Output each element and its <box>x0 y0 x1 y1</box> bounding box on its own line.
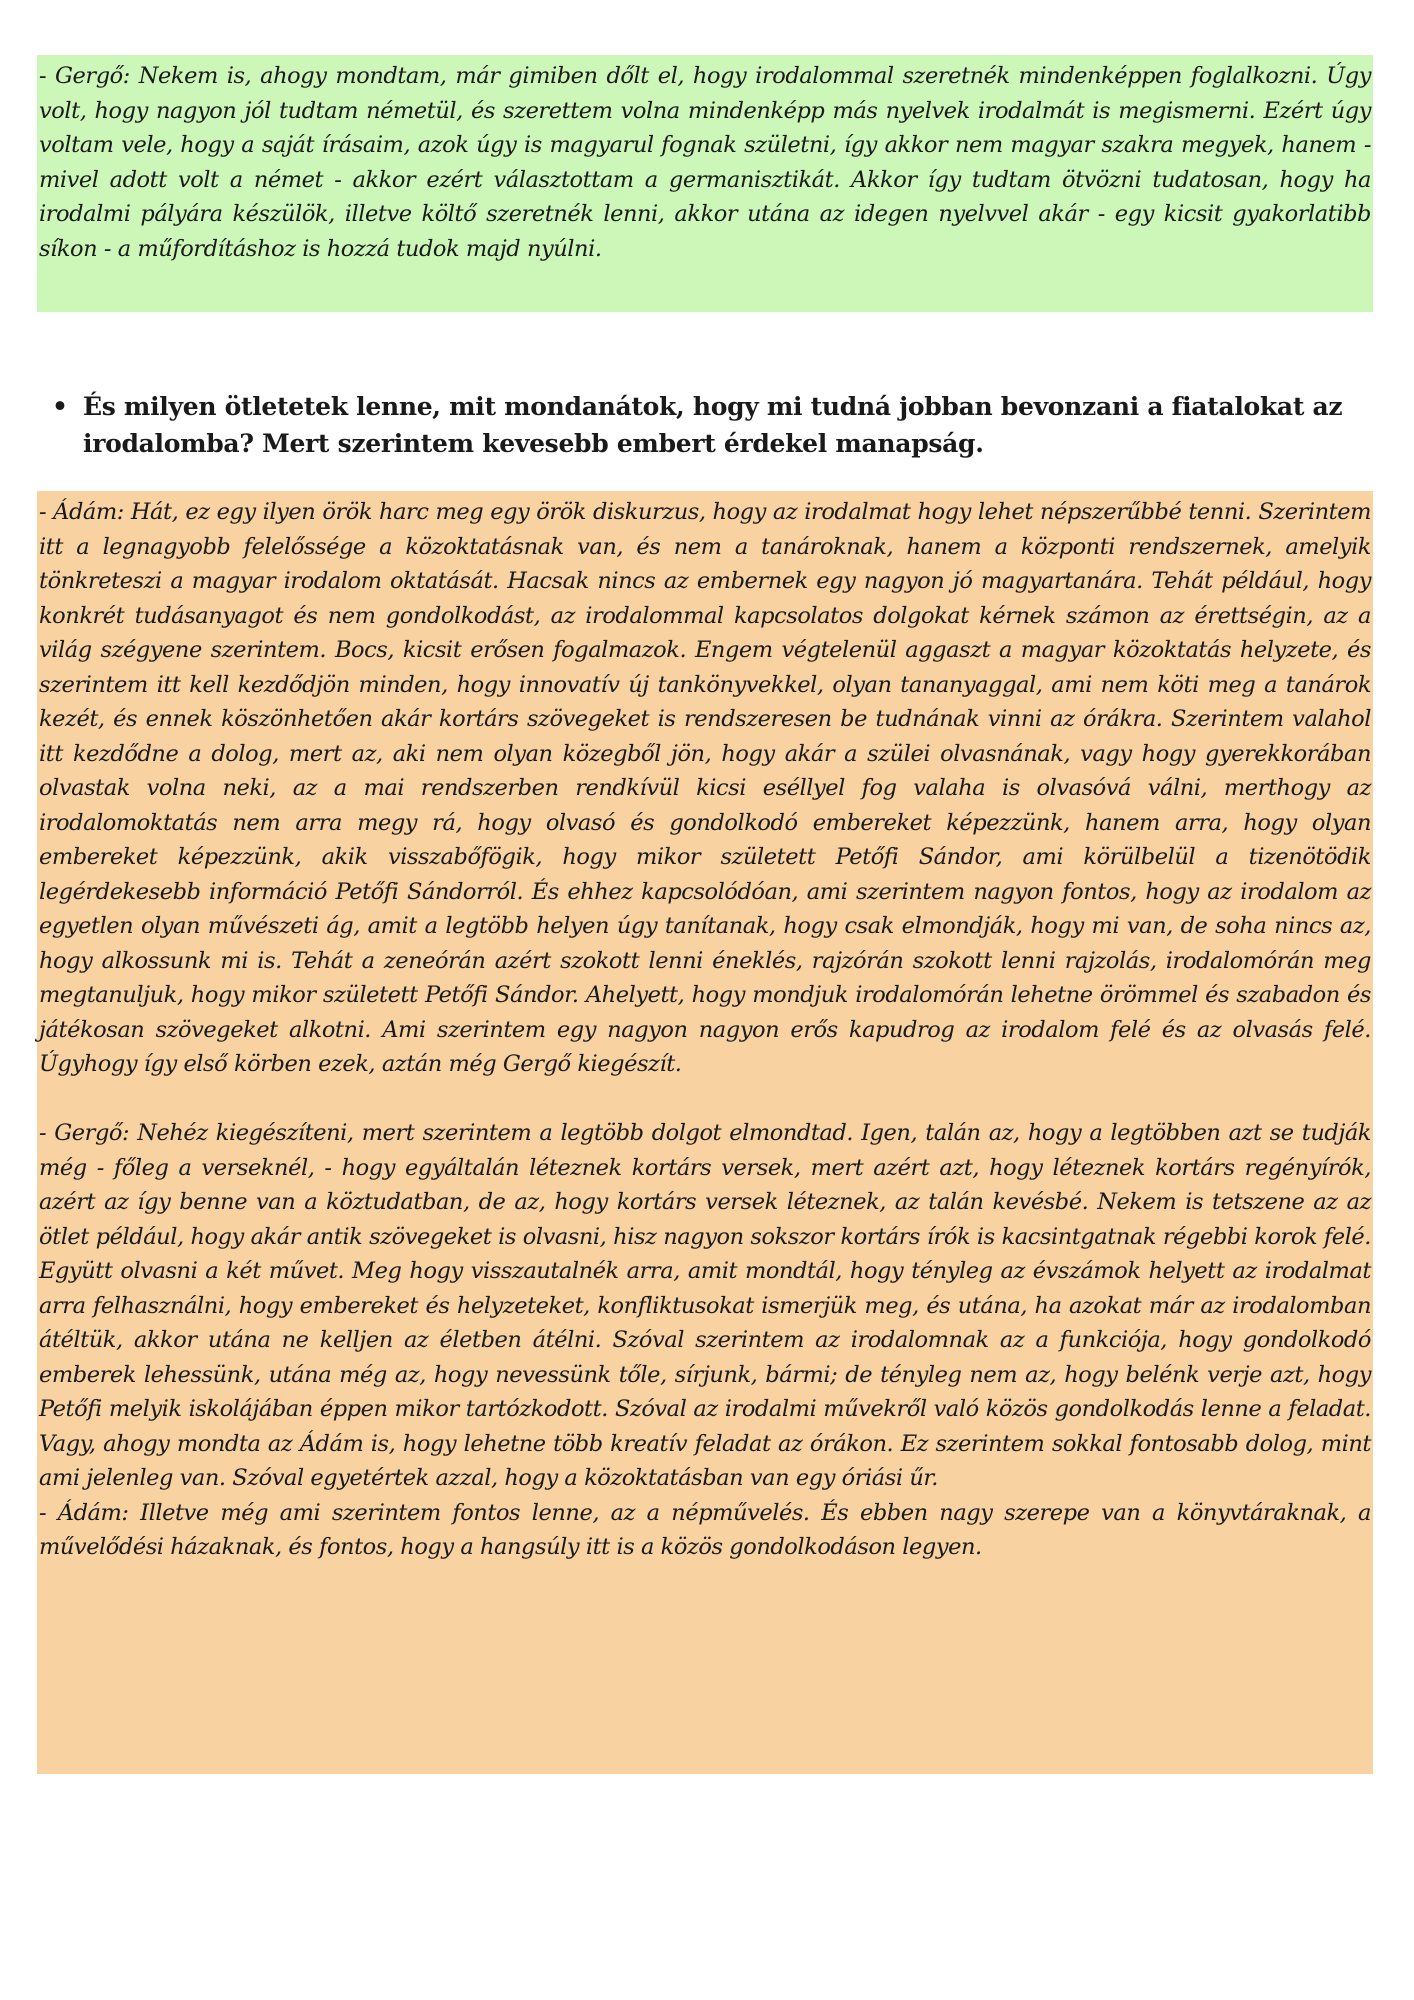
bullet-icon: • <box>52 392 68 421</box>
question-text: És milyen ötletetek lenne, mit mondanátok, hogy mi tudná jobban bevonzani a fiatalokat az irodalomba? Mert szerintem kevesebb embert érdekel manapság. <box>83 392 1343 458</box>
answer-paragraph-gergo: - Gergő: Nehéz kiegészíteni, mert szerintem a legtöbb dolgot elmondtad. Igen, talán az, hogy a legtöbben azt se tudják még - főleg a verseknél, - hogy egyáltalán léteznek kortárs versek, mert azért azt, hogy léteznek kortárs regényírók, azért az így benne van a köztudatban, de az, hogy kortárs versek léteznek, az talán kevésbé. Nekem is tetszene az az ötlet például, hogy akár antik szövegeket is olvasni, hisz nagyon sokszor kortárs írók is kacsintgatnak régebbi korok felé. Együtt olvasni a két művet. Meg hogy visszautalnék arra, amit mondtál, hogy tényleg az évszámok helyett az irodalmat arra felhasználni, hogy embereket és helyzeteket, konfliktusokat ismerjük meg, és utána, ha azokat már az irodalomban átéltük, akkor utána ne kelljen az életben átélni. Szóval szerintem az irodalomnak az a funkciója, hogy gondolkodó emberek lehessünk, utána még az, hogy nevessünk tőle, sírjunk, bármi; de tényleg nem az, hogy belénk verje azt, hogy Petőfi melyik iskolájában éppen mikor tartózkodott. Szóval az irodalmi művekről való közös gondolkodás lenne a feladat. Vagy, ahogy mondta az Ádám is, hogy lehetne több kreatív feladat az órákon. Ez szerintem sokkal fontosabb dolog, mint ami jelenleg van. Szóval egyetértek azzal, hogy a közoktatásban van egy óriási űr. <box>39 1120 1371 1491</box>
answer-block-gergo <box>37 55 1373 312</box>
paragraph-spacer <box>39 1082 1371 1117</box>
answer-paragraph: - Gergő: Nekem is, ahogy mondtam, már gimiben dőlt el, hogy irodalommal szeretnék mindenképpen foglalkozni. Úgy volt, hogy nagyon jól tudtam németül, és szerettem volna mindenképp más nyelvek irodalmát is megismerni. Ezért úgy voltam vele, hogy a saját írásaim, azok úgy is magyarul fognak születni, így akkor nem magyar szakra megyek, hanem - mivel adott volt a német - akkor ezért választottam a germanisztikát. Akkor így tudtam ötvözni tudatosan, hogy ha irodalmi pályára készülök, illetve költő szeretnék lenni, akkor utána az idegen nyelvvel akár - egy kicsit gyakorlatibb síkon - a műfordításhoz is hozzá tudok majd nyúlni. <box>39 63 1371 262</box>
question-item <box>50 388 1373 462</box>
answer-block-discussion <box>37 491 1373 1774</box>
question-list <box>50 388 1373 462</box>
answer-paragraph-adam-1: - Ádám: Hát, ez egy ilyen örök harc meg egy örök diskurzus, hogy az irodalmat hogy lehet népszerűbbé tenni. Szerintem itt a legnagyobb felelőssége a közoktatásnak van, és nem a tanároknak, hanem a központi rendszernek, amelyik tönkreteszi a magyar irodalom oktatását. Hacsak nincs az embernek egy nagyon jó magyartanára. Tehát például, hogy konkrét tudásanyagot és nem gondolkodást, az irodalommal kapcsolatos dolgokat kérnek számon az érettségin, az a világ szégyene szerintem. Bocs, kicsit erősen fogalmazok. Engem végtelenül aggaszt a magyar közoktatás helyzete, és szerintem itt kell kezdődjön minden, hogy innovatív új tankönyvekkel, olyan tananyaggal, ami nem köti meg a tanárok kezét, és ennek köszönhetően akár kortárs szövegeket is rendszeresen be tudnának vinni az órákra. Szerintem valahol itt kezdődne a dolog, mert az, aki nem olyan közegből jön, hogy akár a szülei olvasnának, vagy hogy gyerekkorában olvastak volna neki, az a mai rendszerben rendkívül kicsi eséllyel fog valaha is olvasóvá válni, merthogy az irodalomoktatás nem arra megy rá, hogy olvasó és gondolkodó embereket képezzünk, hanem arra, hogy olyan embereket képezzünk, akik visszabőfögik, hogy mikor született Petőfi Sándor, ami körülbelül a tizenötödik legérdekesebb információ Petőfi Sándorról. És ehhez kapcsolódóan, ami szerintem nagyon fontos, hogy az irodalom az egyetlen olyan művészeti ág, amit a legtöbb helyen úgy tanítanak, hogy csak elmondják, hogy mi van, de soha nincs az, hogy alkossunk mi is. Tehát a zeneórán azért szokott lenni éneklés, rajzórán szokott lenni rajzolás, irodalomórán meg megtanuljuk, hogy mikor született Petőfi Sándor. Ahelyett, hogy mondjuk irodalomórán lehetne örömmel és szabadon és játékosan szövegeket alkotni. Ami szerintem egy nagyon nagyon erős kapudrog az irodalom felé és az olvasás felé. Úgyhogy így első körben ezek, aztán még Gergő kiegészít. <box>39 499 1371 1077</box>
answer-paragraph-adam-2: - Ádám: Illetve még ami szerintem fontos lenne, az a népművelés. És ebben nagy szerepe van a könyvtáraknak, a művelődési házaknak, és fontos, hogy a hangsúly itt is a közös gondolkodáson legyen. <box>39 1499 1371 1560</box>
